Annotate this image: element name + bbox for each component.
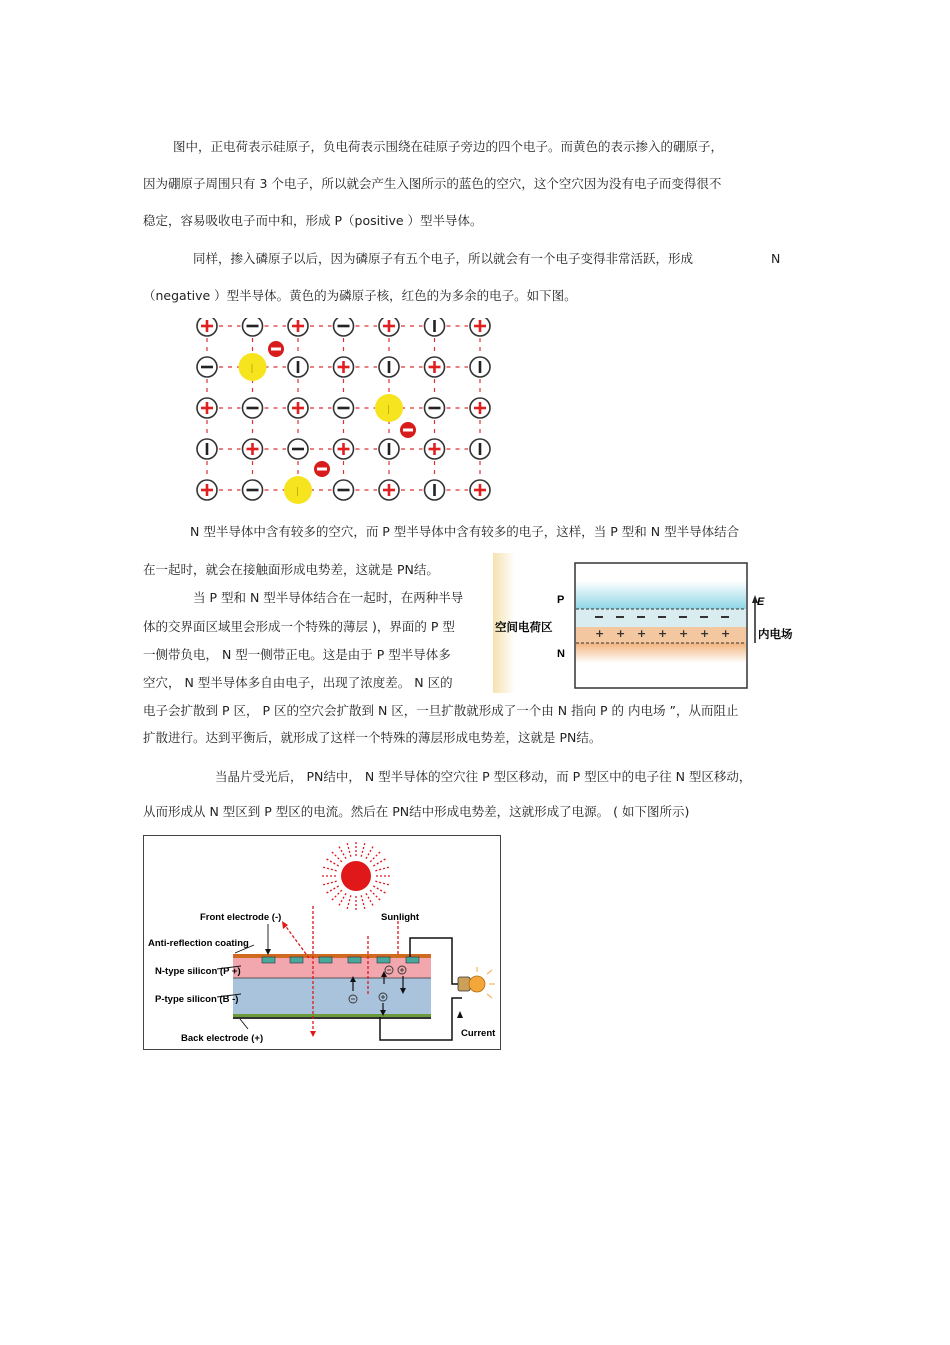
- label-e: E: [757, 596, 765, 608]
- sun-ray: [375, 881, 389, 885]
- negative-charge: [595, 616, 603, 618]
- para3-line3: 当 P 型和 N 型半导体结合在一起时，在两种半导: [193, 590, 464, 605]
- negative-charge: [616, 616, 624, 618]
- pn-junction-figure: [493, 553, 803, 693]
- sun-ray: [347, 843, 351, 857]
- para1-line3: 稳定，容易吸收电子而中和，形成 P（positive ）型半导体。: [143, 213, 483, 228]
- sun-ray: [323, 881, 337, 885]
- label-inner-field: 内电场: [758, 627, 793, 641]
- para1-line2: 因为硼原子周围只有 3 个电子，所以就会产生入图所示的蓝色的空穴，这个空穴因为没有电子而变得很不: [143, 176, 722, 191]
- sun-ray: [347, 895, 351, 909]
- lattice-figure: [193, 318, 493, 506]
- para2-line1: 同样，掺入磷原子以后，因为磷原子有五个电子，所以就会有一个电子变得非常活跃，形成: [193, 251, 694, 266]
- sun-ray: [370, 852, 380, 862]
- sun-ray: [332, 890, 342, 900]
- positive-charge: +: [721, 627, 731, 640]
- sun-ray: [373, 886, 385, 893]
- para3-line6: 空穴， N 型半导体多自由电子，出现了浓度差。 N 区的: [143, 675, 453, 690]
- label-p: P: [557, 594, 565, 606]
- svg-text:|: |: [387, 405, 391, 415]
- para3-line7: 电子会扩散到 P 区， P 区的空穴会扩散到 N 区，一旦扩散就形成了一个由 N 指向 P 的 内电场 ”，从而阻止: [143, 703, 739, 718]
- sun-ray: [323, 867, 337, 871]
- sun-ray: [370, 890, 380, 900]
- para3-line2: 在一起时，就会在接触面形成电势差，这就是 PN结。: [143, 562, 439, 577]
- sun-ray: [327, 859, 339, 866]
- front-electrode-label: Front electrode (-): [200, 912, 282, 923]
- sun-ray: [375, 867, 389, 871]
- p-type-label: P-type silicon (B -): [155, 994, 239, 1005]
- positive-charge: +: [616, 627, 626, 640]
- back-electrode-label: Back electrode (+): [181, 1033, 264, 1044]
- sun-ray: [366, 893, 373, 905]
- negative-charge: [658, 616, 666, 618]
- para2-line2: （negative ）型半导体。黄色的为磷原子核，红色的为多余的电子。如下图。: [143, 288, 577, 303]
- sun-ray: [361, 895, 365, 909]
- positive-charge: +: [658, 627, 668, 640]
- para3-line5: 一侧带负电， N 型一侧带正电。这是由于 P 型半导体多: [143, 647, 451, 662]
- label-n: N: [557, 648, 565, 660]
- para4-line2: 从而形成从 N 型区到 P 型区的电流。然后在 PN结中形成电势差，这就形成了电源。 ( 如下图所示): [143, 804, 690, 819]
- positive-charge: +: [700, 627, 710, 640]
- sun-ray: [339, 893, 346, 905]
- light-bulb-icon: [469, 976, 485, 992]
- para3-line4: 体的交界面区域里会形成一个特殊的薄层 )，界面的 P 型: [143, 619, 455, 634]
- sun-ray: [339, 847, 346, 859]
- label-space-charge: 空间电荷区: [495, 620, 553, 634]
- sun-ray: [373, 859, 385, 866]
- para3-line1: N 型半导体中含有较多的空穴，而 P 型半导体中含有较多的电子，这样，当 P 型和 N 型半导体结合: [190, 524, 740, 539]
- negative-charge: [700, 616, 708, 618]
- negative-charge: [637, 616, 645, 618]
- anti-reflection-label: Anti-reflection coating: [148, 938, 249, 949]
- negative-charge: [679, 616, 687, 618]
- positive-charge: +: [637, 627, 647, 640]
- sun-ray: [332, 852, 342, 862]
- sun-icon: [341, 861, 371, 891]
- n-type-label: N-type silicon (P +): [155, 966, 241, 977]
- svg-text:|: |: [296, 487, 300, 497]
- sun-ray: [361, 843, 365, 857]
- para1-line1: 图中，正电荷表示硅原子，负电荷表示围绕在硅原子旁边的四个电子。而黄色的表示掺入的硼原子，: [173, 139, 724, 154]
- sun-ray: [327, 886, 339, 893]
- sun-ray: [366, 847, 373, 859]
- negative-charge: [721, 616, 729, 618]
- para4-line1: 当晶片受光后， PN结中， N 型半导体的空穴往 P 型区移动，而 P 型区中的电子往 N 型区移动，: [215, 769, 752, 784]
- solar-cell-figure: [143, 835, 501, 1050]
- current-label: Current: [461, 1028, 496, 1039]
- sunlight-label: Sunlight: [381, 912, 419, 923]
- para2-line1-end: N: [771, 251, 781, 266]
- para3-line8: 扩散进行。达到平衡后，就形成了这样一个特殊的薄层形成电势差，这就是 PN结。: [143, 730, 602, 745]
- positive-charge: +: [679, 627, 689, 640]
- positive-charge: +: [595, 627, 605, 640]
- svg-text:|: |: [250, 364, 254, 374]
